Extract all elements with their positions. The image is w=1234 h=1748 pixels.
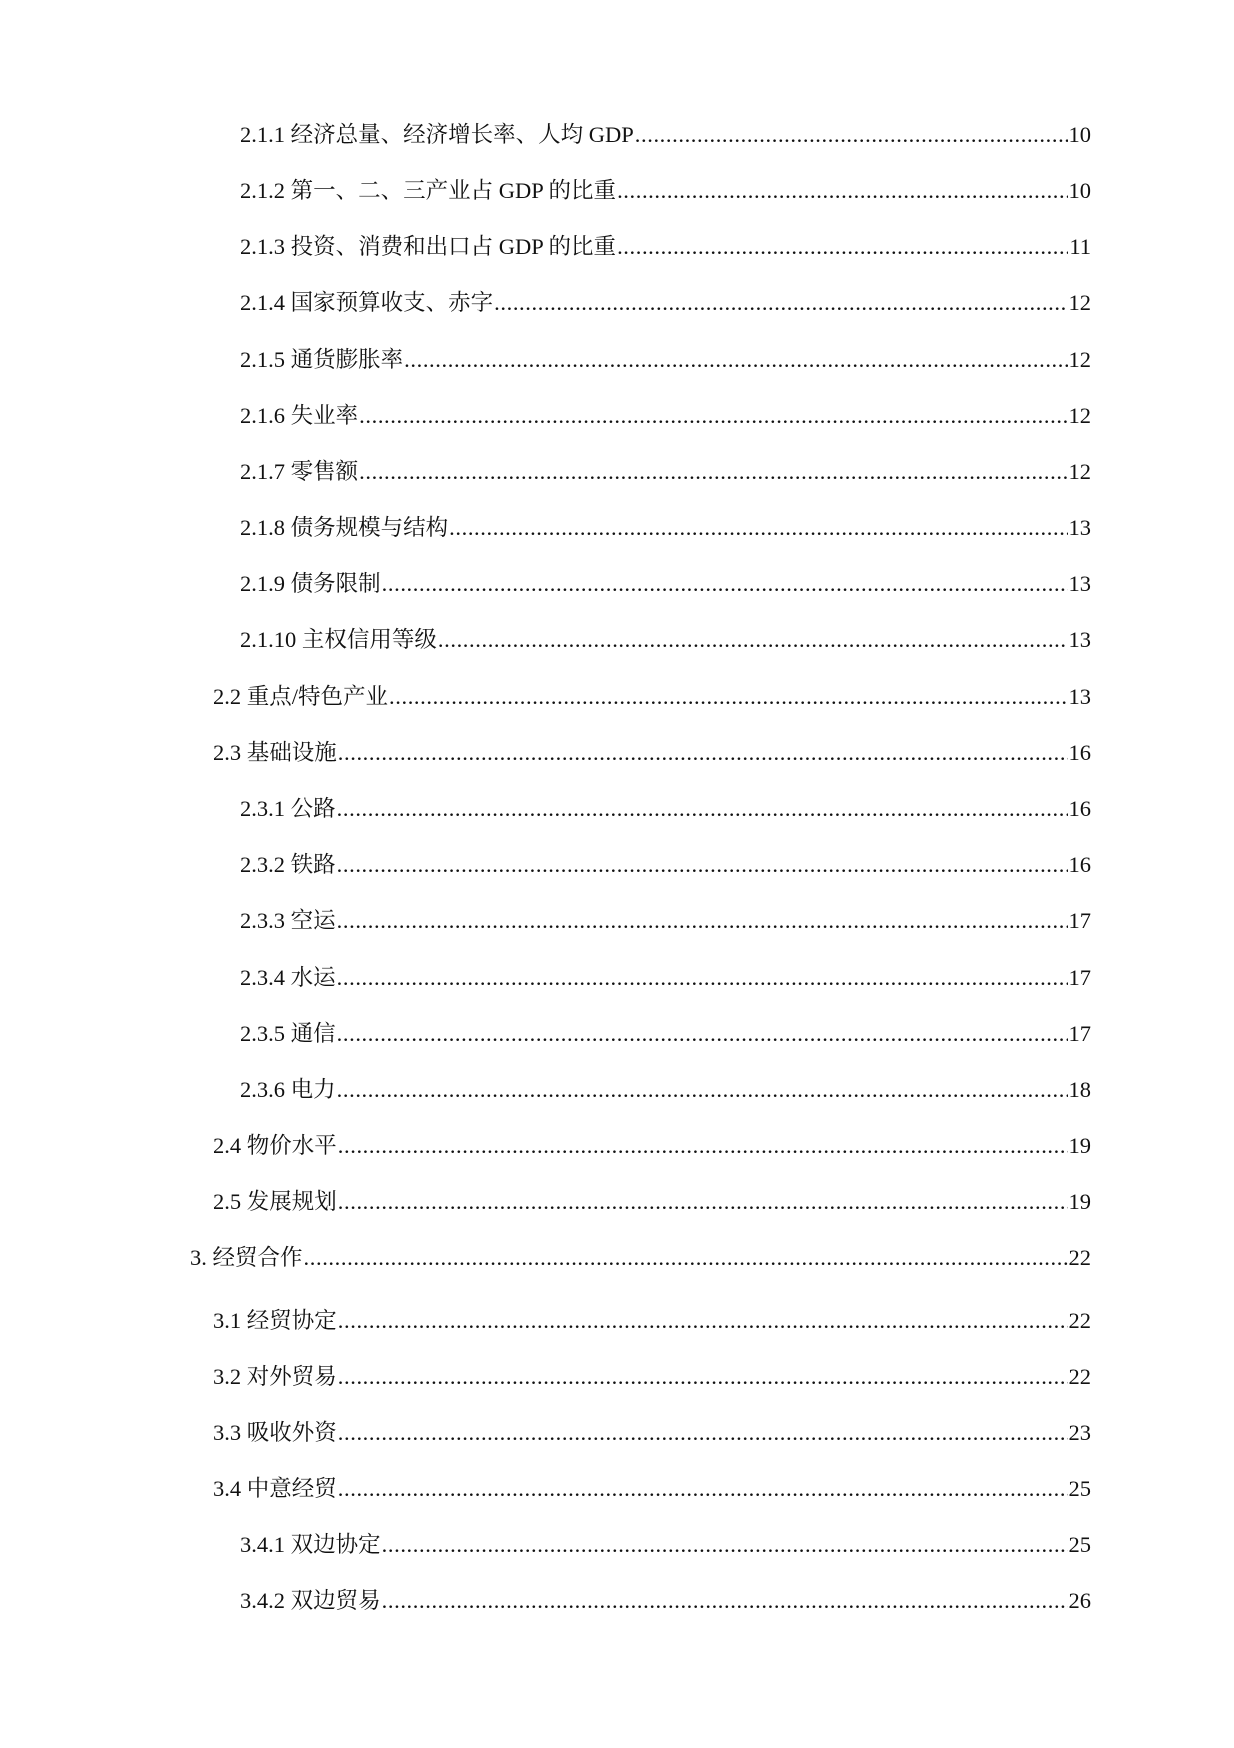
toc-page-number: 12 bbox=[1068, 403, 1091, 428]
toc-entry-title: 2.3.1 公路 bbox=[240, 796, 336, 821]
toc-dot-leader bbox=[337, 904, 1068, 938]
toc-dot-leader bbox=[449, 511, 1067, 545]
toc-entry[interactable] bbox=[213, 1129, 1091, 1163]
toc-dot-leader bbox=[337, 1017, 1068, 1051]
toc-entry-title: 3. 经贸合作 bbox=[190, 1245, 303, 1270]
toc-entry[interactable] bbox=[213, 1185, 1091, 1219]
toc-dot-leader bbox=[338, 1472, 1068, 1506]
toc-dot-leader bbox=[382, 1584, 1068, 1618]
toc-entry-title: 2.1.2 第一、二、三产业占 GDP 的比重 bbox=[240, 178, 617, 203]
toc-entry[interactable] bbox=[240, 455, 1091, 489]
toc-page-number: 10 bbox=[1068, 122, 1091, 147]
toc-page-number: 17 bbox=[1068, 965, 1091, 990]
toc-dot-leader bbox=[338, 736, 1068, 770]
toc-entry[interactable] bbox=[240, 848, 1091, 882]
toc-entry[interactable] bbox=[240, 961, 1091, 995]
toc-dot-leader bbox=[389, 680, 1067, 714]
toc-entry-title: 2.1.8 债务规模与结构 bbox=[240, 515, 449, 540]
toc-entry[interactable] bbox=[240, 623, 1091, 657]
toc-entry[interactable] bbox=[240, 343, 1091, 377]
toc-entry-title: 3.4 中意经贸 bbox=[213, 1476, 337, 1501]
toc-entry-title: 2.1.7 零售额 bbox=[240, 459, 359, 484]
toc-entry-title: 2.1.5 通货膨胀率 bbox=[240, 347, 404, 372]
toc-entry[interactable] bbox=[240, 286, 1091, 320]
toc-entry[interactable] bbox=[240, 1584, 1091, 1618]
toc-entry-title: 2.3.3 空运 bbox=[240, 908, 336, 933]
toc-page-number: 17 bbox=[1068, 908, 1091, 933]
toc-page-number: 10 bbox=[1068, 178, 1091, 203]
toc-entry-title: 2.1.10 主权信用等级 bbox=[240, 627, 437, 652]
toc-page-number: 25 bbox=[1068, 1476, 1091, 1501]
toc-entry-title: 2.3.5 通信 bbox=[240, 1021, 336, 1046]
toc-page-number: 16 bbox=[1068, 740, 1091, 765]
toc-entry-title: 2.1.4 国家预算收支、赤字 bbox=[240, 290, 494, 315]
toc-dot-leader bbox=[337, 792, 1068, 826]
toc-entry-title: 2.4 物价水平 bbox=[213, 1133, 337, 1158]
toc-dot-leader bbox=[338, 1304, 1068, 1338]
toc-dot-leader bbox=[338, 1416, 1068, 1450]
toc-page-number: 25 bbox=[1068, 1532, 1091, 1557]
toc-dot-leader bbox=[304, 1241, 1068, 1275]
toc-dot-leader bbox=[494, 286, 1067, 320]
toc-page-number: 26 bbox=[1068, 1588, 1091, 1613]
toc-entry-title: 2.1.9 债务限制 bbox=[240, 571, 381, 596]
toc-page-number: 17 bbox=[1068, 1021, 1091, 1046]
toc-entry[interactable] bbox=[240, 118, 1091, 152]
toc-page-number: 12 bbox=[1068, 347, 1091, 372]
toc-entry-title: 2.3.2 铁路 bbox=[240, 852, 336, 877]
toc-entry[interactable] bbox=[240, 174, 1091, 208]
toc-page-number: 12 bbox=[1068, 459, 1091, 484]
toc-dot-leader bbox=[338, 1185, 1068, 1219]
toc-entry-title: 2.2 重点/特色产业 bbox=[213, 684, 389, 709]
toc-page-number: 22 bbox=[1068, 1308, 1091, 1333]
toc-dot-leader bbox=[404, 343, 1067, 377]
toc-entry-title: 2.3.6 电力 bbox=[240, 1077, 336, 1102]
toc-page-number: 11 bbox=[1069, 234, 1091, 259]
toc-page-number: 22 bbox=[1068, 1364, 1091, 1389]
toc-entry[interactable] bbox=[213, 1472, 1091, 1506]
toc-entry-title: 2.1.3 投资、消费和出口占 GDP 的比重 bbox=[240, 234, 617, 259]
toc-dot-leader bbox=[338, 1360, 1068, 1394]
toc-entry[interactable] bbox=[240, 1017, 1091, 1051]
toc-dot-leader bbox=[617, 230, 1068, 264]
toc-page-number: 19 bbox=[1068, 1189, 1091, 1214]
toc-page-number: 13 bbox=[1068, 627, 1091, 652]
toc-entry[interactable] bbox=[213, 1416, 1091, 1450]
toc-page-number: 12 bbox=[1068, 290, 1091, 315]
toc-page-number: 16 bbox=[1068, 796, 1091, 821]
toc-page-number: 13 bbox=[1068, 571, 1091, 596]
toc-dot-leader bbox=[359, 455, 1067, 489]
toc-entry-title: 3.4.2 双边贸易 bbox=[240, 1588, 381, 1613]
toc-entry[interactable] bbox=[240, 904, 1091, 938]
toc-page-number: 19 bbox=[1068, 1133, 1091, 1158]
toc-page-number: 23 bbox=[1068, 1420, 1091, 1445]
toc-dot-leader bbox=[337, 848, 1068, 882]
toc-page-number: 13 bbox=[1068, 515, 1091, 540]
toc-entry[interactable] bbox=[240, 399, 1091, 433]
toc-entry[interactable] bbox=[190, 1241, 1091, 1275]
toc-dot-leader bbox=[438, 623, 1068, 657]
toc-entry-title: 2.1.6 失业率 bbox=[240, 403, 359, 428]
toc-entry[interactable] bbox=[240, 1528, 1091, 1562]
toc-page-number: 18 bbox=[1068, 1077, 1091, 1102]
toc-entry-title: 2.1.1 经济总量、经济增长率、人均 GDP bbox=[240, 122, 634, 147]
toc-entry[interactable] bbox=[213, 680, 1091, 714]
toc-entry[interactable] bbox=[213, 736, 1091, 770]
toc-entry[interactable] bbox=[240, 230, 1091, 264]
toc-entry[interactable] bbox=[213, 1360, 1091, 1394]
toc-dot-leader bbox=[337, 961, 1068, 995]
toc-entry-title: 3.1 经贸协定 bbox=[213, 1308, 337, 1333]
toc-entry[interactable] bbox=[213, 1304, 1091, 1338]
toc-entry[interactable] bbox=[240, 792, 1091, 826]
toc-entry-title: 3.3 吸收外资 bbox=[213, 1420, 337, 1445]
toc-dot-leader bbox=[635, 118, 1068, 152]
toc-entry[interactable] bbox=[240, 1073, 1091, 1107]
toc-page-number: 13 bbox=[1068, 684, 1091, 709]
toc-entry[interactable] bbox=[240, 511, 1091, 545]
toc-dot-leader bbox=[382, 1528, 1068, 1562]
toc-dot-leader bbox=[382, 567, 1068, 601]
toc-entry-title: 2.5 发展规划 bbox=[213, 1189, 337, 1214]
toc-dot-leader bbox=[359, 399, 1067, 433]
toc-entry[interactable] bbox=[240, 567, 1091, 601]
toc-page-number: 22 bbox=[1068, 1245, 1091, 1270]
toc-dot-leader bbox=[337, 1073, 1068, 1107]
toc-page-number: 16 bbox=[1068, 852, 1091, 877]
toc-entry-title: 2.3 基础设施 bbox=[213, 740, 337, 765]
toc-dot-leader bbox=[338, 1129, 1068, 1163]
toc-dot-leader bbox=[617, 174, 1067, 208]
toc-entry-title: 2.3.4 水运 bbox=[240, 965, 336, 990]
toc-entry-title: 3.2 对外贸易 bbox=[213, 1364, 337, 1389]
toc-entry-title: 3.4.1 双边协定 bbox=[240, 1532, 381, 1557]
